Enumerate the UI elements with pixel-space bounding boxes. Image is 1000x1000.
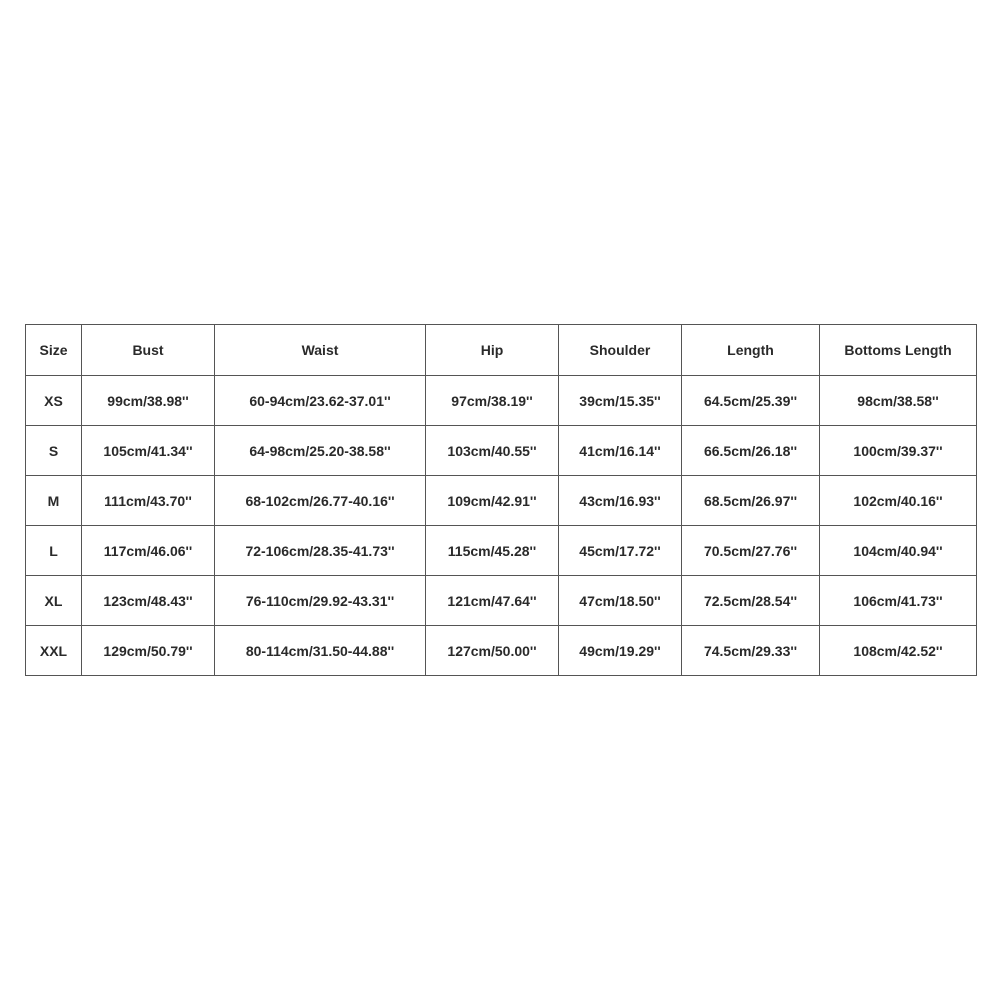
shoulder-cell: 39cm/15.35'' — [559, 376, 682, 426]
header-length: Length — [682, 325, 820, 376]
bottoms-length-cell: 98cm/38.58'' — [820, 376, 977, 426]
size-cell: XL — [26, 576, 82, 626]
header-row — [26, 325, 977, 376]
bust-cell: 111cm/43.70'' — [82, 476, 215, 526]
header-size: Size — [26, 325, 82, 376]
hip-cell: 97cm/38.19'' — [426, 376, 559, 426]
waist-cell: 64-98cm/25.20-38.58'' — [215, 426, 426, 476]
length-cell: 70.5cm/27.76'' — [682, 526, 820, 576]
shoulder-cell: 43cm/16.93'' — [559, 476, 682, 526]
shoulder-cell: 45cm/17.72'' — [559, 526, 682, 576]
bust-cell: 99cm/38.98'' — [82, 376, 215, 426]
hip-cell: 115cm/45.28'' — [426, 526, 559, 576]
bottoms-length-cell: 106cm/41.73'' — [820, 576, 977, 626]
size-cell: S — [26, 426, 82, 476]
length-cell: 72.5cm/28.54'' — [682, 576, 820, 626]
waist-cell: 68-102cm/26.77-40.16'' — [215, 476, 426, 526]
waist-cell: 76-110cm/29.92-43.31'' — [215, 576, 426, 626]
size-cell: M — [26, 476, 82, 526]
bust-cell: 117cm/46.06'' — [82, 526, 215, 576]
bottoms-length-cell: 104cm/40.94'' — [820, 526, 977, 576]
waist-cell: 72-106cm/28.35-41.73'' — [215, 526, 426, 576]
length-cell: 66.5cm/26.18'' — [682, 426, 820, 476]
length-cell: 74.5cm/29.33'' — [682, 626, 820, 676]
shoulder-cell: 49cm/19.29'' — [559, 626, 682, 676]
bottoms-length-cell: 108cm/42.52'' — [820, 626, 977, 676]
table-row — [26, 426, 977, 476]
table-row — [26, 526, 977, 576]
size-cell: XS — [26, 376, 82, 426]
waist-cell: 80-114cm/31.50-44.88'' — [215, 626, 426, 676]
table-row — [26, 476, 977, 526]
hip-cell: 127cm/50.00'' — [426, 626, 559, 676]
size-chart-table — [25, 324, 977, 676]
header-bottoms-length: Bottoms Length — [820, 325, 977, 376]
waist-cell: 60-94cm/23.62-37.01'' — [215, 376, 426, 426]
length-cell: 68.5cm/26.97'' — [682, 476, 820, 526]
bust-cell: 129cm/50.79'' — [82, 626, 215, 676]
table-row — [26, 376, 977, 426]
hip-cell: 109cm/42.91'' — [426, 476, 559, 526]
shoulder-cell: 41cm/16.14'' — [559, 426, 682, 476]
header-bust: Bust — [82, 325, 215, 376]
shoulder-cell: 47cm/18.50'' — [559, 576, 682, 626]
hip-cell: 121cm/47.64'' — [426, 576, 559, 626]
table-row — [26, 626, 977, 676]
hip-cell: 103cm/40.55'' — [426, 426, 559, 476]
bottoms-length-cell: 102cm/40.16'' — [820, 476, 977, 526]
bust-cell: 105cm/41.34'' — [82, 426, 215, 476]
bottoms-length-cell: 100cm/39.37'' — [820, 426, 977, 476]
length-cell: 64.5cm/25.39'' — [682, 376, 820, 426]
header-shoulder: Shoulder — [559, 325, 682, 376]
header-hip: Hip — [426, 325, 559, 376]
table-row — [26, 576, 977, 626]
size-cell: XXL — [26, 626, 82, 676]
size-cell: L — [26, 526, 82, 576]
header-waist: Waist — [215, 325, 426, 376]
bust-cell: 123cm/48.43'' — [82, 576, 215, 626]
